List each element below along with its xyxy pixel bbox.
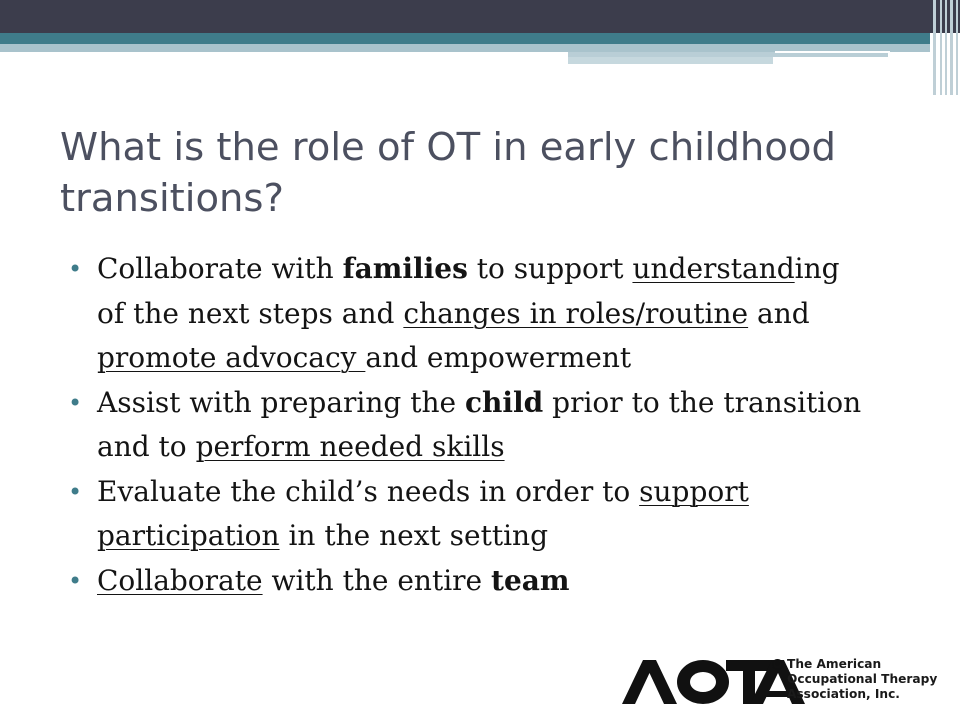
- bullet-item: [68, 470, 868, 559]
- header-band-dark: [0, 0, 960, 33]
- aota-logo-text: [787, 657, 937, 702]
- bullet-list: [68, 247, 868, 603]
- bullet-item: [68, 247, 868, 381]
- bullet-dot-icon: •: [68, 388, 83, 417]
- registered-mark: ®: [772, 659, 783, 670]
- underlined-text: promote advocacy: [97, 341, 366, 374]
- bullet-text: Assist with preparing the: [97, 385, 465, 419]
- underlined-text: understand: [632, 252, 795, 285]
- bullet-text: in the next setting: [279, 519, 549, 552]
- bullet-item: [68, 381, 868, 470]
- underlined-text: changes in roles/routine: [403, 296, 749, 330]
- logo-line: Association, Inc.: [787, 687, 900, 701]
- bullet-text: and empowerment: [365, 341, 632, 374]
- bullet-text: Evaluate the child’s needs in order to: [97, 474, 640, 508]
- bullet-text: ing of the next steps and: [97, 252, 840, 330]
- header-divider-line: [775, 51, 890, 53]
- bullet-text: prior to the transition and to: [97, 385, 862, 463]
- header-step-bar: [568, 57, 773, 64]
- bold-text: child: [465, 385, 544, 419]
- bullet-text: to support: [467, 252, 633, 285]
- underlined-text: perform needed skills: [195, 430, 505, 463]
- header-band-teal: [0, 33, 930, 44]
- logo-line: The American: [787, 657, 882, 671]
- bullet-item: [68, 559, 868, 604]
- slide-title: What is the role of OT in early childhood transitions?: [60, 125, 836, 221]
- header-right-stripes: [930, 0, 960, 95]
- bullet-text: with the entire: [262, 563, 492, 597]
- bullet-dot-icon: •: [68, 477, 83, 506]
- bullet-dot-icon: •: [68, 255, 83, 283]
- bold-text: team: [491, 563, 570, 597]
- logo-line: Occupational Therapy: [787, 672, 938, 686]
- bullet-dot-icon: •: [68, 566, 83, 595]
- bullet-text: Collaborate with: [97, 252, 343, 285]
- bold-text: families: [342, 252, 468, 285]
- underlined-text: support participation: [97, 474, 749, 552]
- underlined-text: Collaborate: [97, 563, 263, 597]
- bullet-text: and: [748, 296, 810, 330]
